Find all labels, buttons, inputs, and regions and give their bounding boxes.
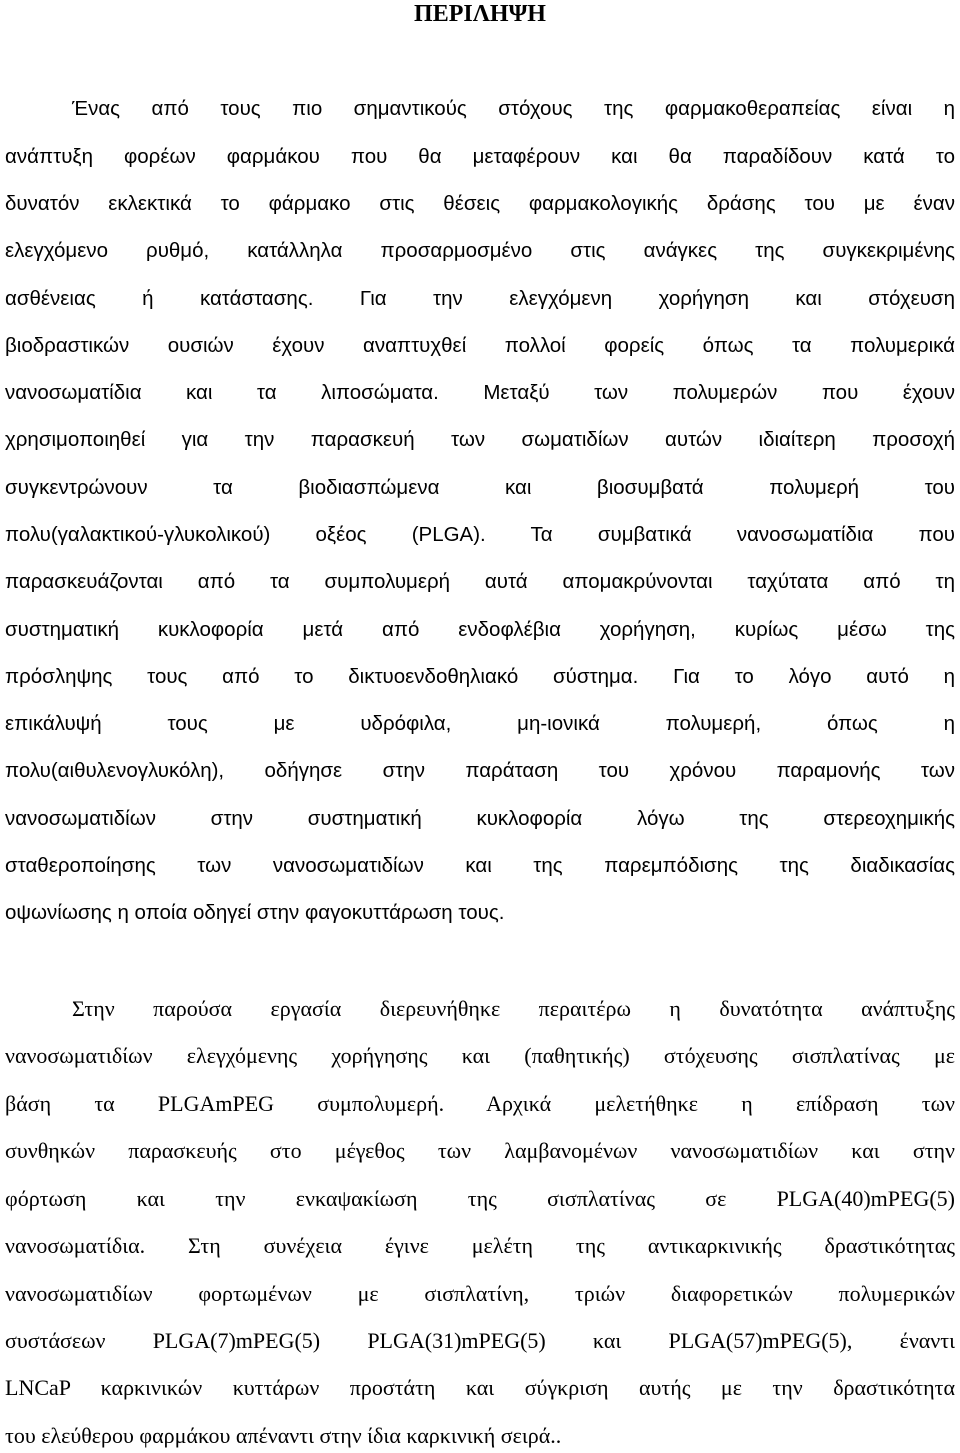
paragraph-1-line: συγκεντρώνουν τα βιοδιασπώμενα και βιοσυμβατά πολυμερή του (5, 476, 955, 499)
paragraph-2-line: βάση τα PLGAmPEG συμπολυμερή. Αρχικά μελετήθηκε η επίδραση των (5, 1091, 955, 1116)
paragraph-1-line: νανοσωματιδίων στην συστηματική κυκλοφορία λόγω της στερεοχημικής (5, 807, 955, 830)
paragraph-2-line: νανοσωματίδια. Στη συνέχεια έγινε μελέτη της αντικαρκινικής δραστικότητας (5, 1233, 955, 1258)
paragraph-2-line: συνθηκών παρασκευής στο μέγεθος των λαμβανομένων νανοσωματιδίων και στην (5, 1138, 955, 1163)
paragraph-1-line: οψωνίωσης η οποία οδηγεί στην φαγοκυττάρωση τους. (5, 901, 505, 924)
paragraph-2-line: νανοσωματιδίων φορτωμένων με σισπλατίνη, τριών διαφορετικών πολυμερικών (5, 1281, 955, 1306)
paragraph-1-line: παρασκευάζονται από τα συμπολυμερή αυτά απομακρύνονται ταχύτατα από τη (5, 570, 955, 593)
paragraph-1-line: βιοδραστικών ουσιών έχουν αναπτυχθεί πολλοί φορείς όπως τα πολυμερικά (5, 334, 955, 357)
paragraph-1-line: πολυ(αιθυλενογλυκόλη), οδήγησε στην παράταση του χρόνου παραμονής των (5, 759, 955, 782)
paragraph-1-line: ανάπτυξη φορέων φαρμάκου που θα μεταφέρουν και θα παραδίδουν κατά το (5, 145, 955, 168)
paragraph-1-line: δυνατόν εκλεκτικά το φάρμακο στις θέσεις φαρμακολογικής δράσης του με έναν (5, 192, 955, 215)
paragraph-1-line: νανοσωματίδια και τα λιποσώματα. Μεταξύ των πολυμερών που έχουν (5, 381, 955, 404)
paragraph-2-line: LNCaP καρκινικών κυττάρων προστάτη και σύγκριση αυτής με την δραστικότητα (5, 1375, 955, 1400)
paragraph-1-line: Ένας από τους πιο σημαντικούς στόχους της φαρμακοθεραπείας είναι η (72, 97, 955, 120)
paragraph-2-line: Στην παρούσα εργασία διερευνήθηκε περαιτέρω η δυνατότητα ανάπτυξης (72, 996, 955, 1021)
paragraph-1-line: πολυ(γαλακτικού-γλυκολικού) οξέος (PLGA). Τα συμβατικά νανοσωματίδια που (5, 523, 955, 546)
paragraph-1-line: χρησιμοποιηθεί για την παρασκευή των σωματιδίων αυτών ιδιαίτερη προσοχή (5, 428, 955, 451)
paragraph-2-line: νανοσωματιδίων ελεγχόμενης χορήγησης και (παθητικής) στόχευσης σισπλατίνας με (5, 1043, 955, 1068)
paragraph-1-line: ασθένειας ή κατάστασης. Για την ελεγχόμενη χορήγηση και στόχευση (5, 287, 955, 310)
paragraph-1-line: ελεγχόμενο ρυθμό, κατάλληλα προσαρμοσμένο στις ανάγκες της συγκεκριμένης (5, 239, 955, 262)
page-title: ΠΕΡΙΛΗΨΗ (414, 1, 546, 27)
paragraph-1-line: πρόσληψης τους από το δικτυοενδοθηλιακό σύστημα. Για το λόγο αυτό η (5, 665, 955, 688)
paragraph-2-line: συστάσεων PLGA(7)mPEG(5) PLGA(31)mPEG(5) και PLGA(57)mPEG(5), έναντι (5, 1328, 955, 1353)
paragraph-2-line: του ελεύθερου φαρμάκου απέναντι στην ίδια καρκινική σειρά.. (5, 1423, 562, 1448)
paragraph-1-line: συστηματική κυκλοφορία μετά από ενδοφλέβια χορήγηση, κυρίως μέσω της (5, 618, 955, 641)
paragraph-1-line: σταθεροποίησης των νανοσωματιδίων και της παρεμπόδισης της διαδικασίας (5, 854, 955, 877)
paragraph-1-line: επικάλυψή τους με υδρόφιλα, μη-ιονικά πολυμερή, όπως η (5, 712, 955, 735)
paragraph-2-line: φόρτωση και την ενκαψακίωση της σισπλατίνας σε PLGA(40)mPEG(5) (5, 1186, 955, 1211)
